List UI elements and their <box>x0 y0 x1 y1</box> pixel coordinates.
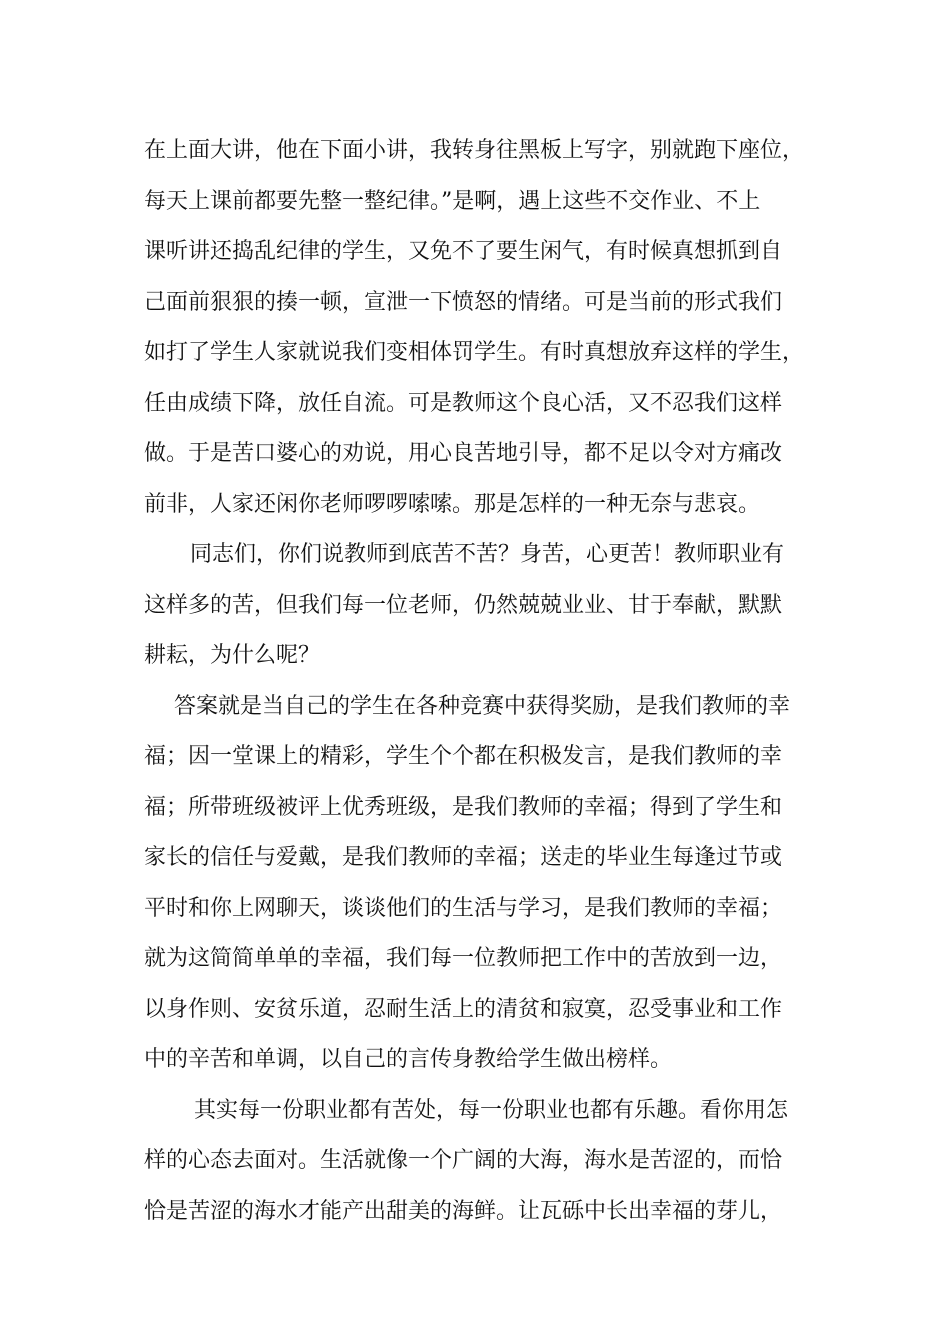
text-line: 在上面大讲，他在下面小讲，我转身往黑板上写字，别就跑下座位， <box>144 138 805 163</box>
text-line: 恰是苦涩的海水才能产出甜美的海鲜。让瓦砾中长出幸福的芽儿， <box>144 1198 783 1224</box>
text-line: 己面前狠狠的揍一顿，宣泄一下愤怒的情绪。可是当前的形式我们 <box>144 289 783 315</box>
text-line: 耕耘，为什么呢？ <box>144 643 321 668</box>
text-line: 样的心态去面对。生活就像一个广阔的大海，海水是苦涩的，而恰 <box>144 1148 783 1173</box>
text-line: 任由成绩下降，放任自流。可是教师这个良心活，又不忍我们这样 <box>144 390 783 416</box>
body-text <box>144 126 844 1237</box>
text-line: 福；所带班级被评上优秀班级，是我们教师的幸福；得到了学生和 <box>144 794 783 820</box>
text-line: 这样多的苦，但我们每一位老师，仍然兢兢业业、甘于奉献，默默 <box>144 592 783 618</box>
text-line: 中的辛苦和单调，以自己的言传身教给学生做出榜样。 <box>144 1047 673 1072</box>
text-line: 家长的信任与爱戴，是我们教师的幸福；送走的毕业生每逢过节或 <box>144 845 783 870</box>
text-line: 课听讲还捣乱纪律的学生，又免不了要生闲气，有时候真想抓到自 <box>144 239 783 264</box>
text-line: 就为这简简单单的幸福，我们每一位教师把工作中的苦放到一边， <box>144 946 783 971</box>
text-line: 每天上课前都要先整一整纪律。”是啊，遇上这些不交作业、不上 <box>144 188 761 214</box>
text-line: 同志们，你们说教师到底苦不苦？身苦，心更苦！教师职业有 <box>190 542 785 567</box>
text-line: 前非，人家还闲你老师啰啰嗦嗦。那是怎样的一种无奈与悲哀。 <box>144 491 761 517</box>
text-line: 答案就是当自己的学生在各种竞赛中获得奖励，是我们教师的幸 <box>174 693 791 719</box>
text-line: 平时和你上网聊天，谈谈他们的生活与学习，是我们教师的幸福； <box>144 895 783 921</box>
text-line: 其实每一份职业都有苦处，每一份职业也都有乐趣。看你用怎 <box>194 1097 789 1123</box>
text-line: 如打了学生人家就说我们变相体罚学生。有时真想放弃这样的学生， <box>144 340 805 365</box>
text-line: 以身作则、安贫乐道，忍耐生活上的清贫和寂寞，忍受事业和工作 <box>144 996 783 1022</box>
text-line: 做。于是苦口婆心的劝说，用心良苦地引导，都不足以令对方痛改 <box>144 441 783 466</box>
text-line: 福；因一堂课上的精彩，学生个个都在积极发言，是我们教师的幸 <box>144 744 783 769</box>
